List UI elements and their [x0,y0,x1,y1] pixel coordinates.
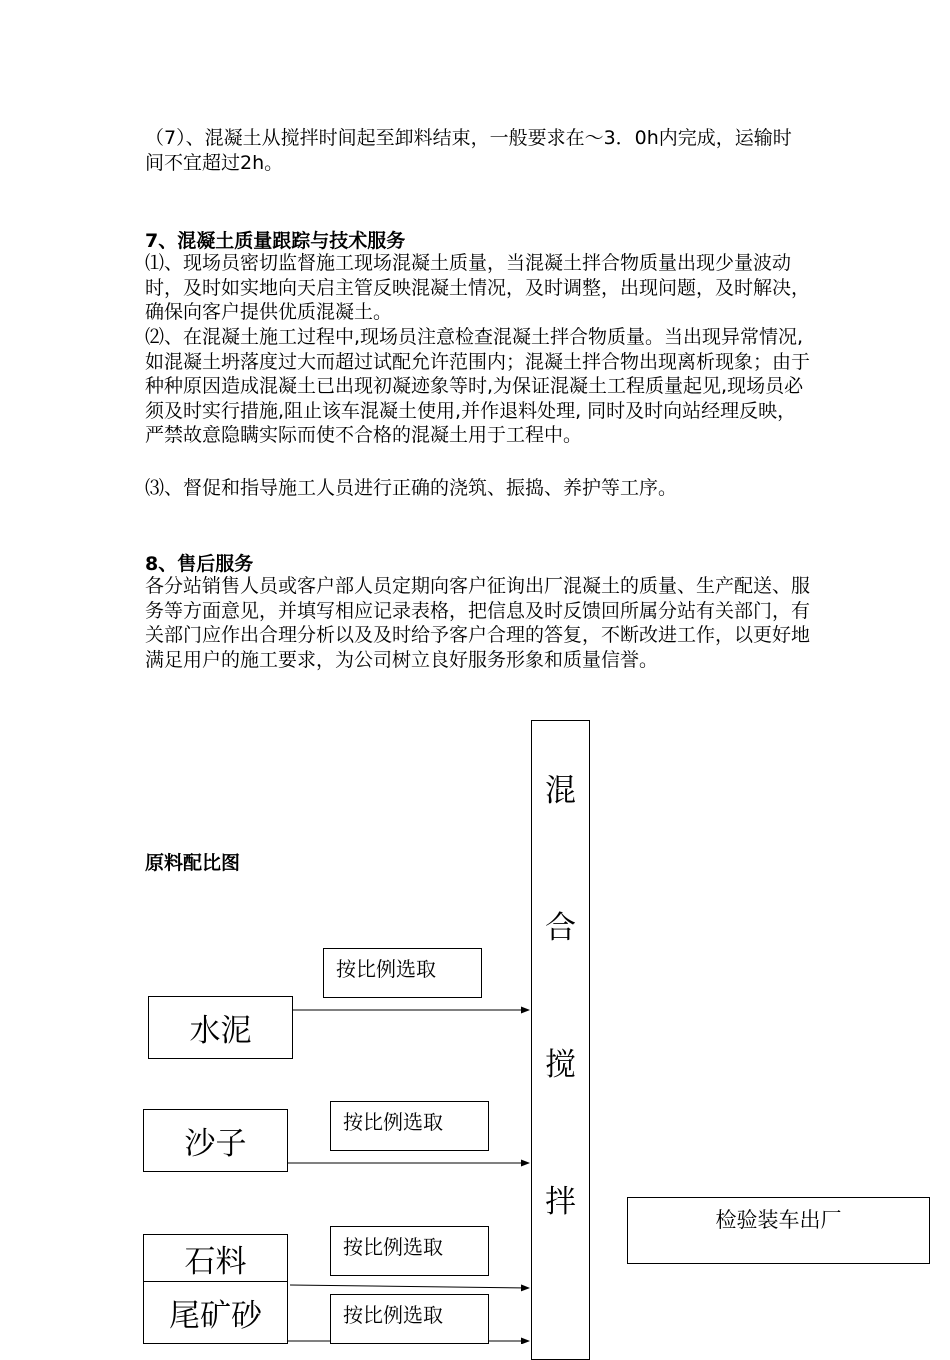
select-label-box-1: 按比例选取 [323,948,482,998]
section7-title: 7、混凝土质量跟踪与技术服务 [145,230,406,252]
material-stone: 石料 [143,1234,288,1282]
section7-para3: ⑶、督促和指导施工人员进行正确的浇筑、振捣、养护等工序。 [145,477,678,499]
section7-para1: ⑴、现场员密切监督施工现场混凝土质量，当混凝土拌合物质量出现少量波动时，及时如实地向天启主管反映混凝土情况，及时调整，出现问题，及时解决，确保向客户提供优质混凝土。 [145,252,811,323]
mixing-box [531,720,590,1360]
mixer-char-4: 拌 [545,1184,576,1220]
arrow-stone [290,1285,529,1288]
mixer-char-1: 混 [545,773,576,809]
material-sand: 沙子 [143,1109,288,1172]
section8-para1: 各分站销售人员或客户部人员定期向客户征询出厂混凝土的质量、生产配送、服务等方面意见，并填写相应记录表格，把信息及时反馈回所属分站有关部门，有关部门应作出合理分析以及及时给予客户合理的答复，不断改进工作，以更好地满足用户的施工要求，为公司树立良好服务形象和质量信誉。 [145,575,811,671]
section7-para2: ⑵、在混凝土施工过程中,现场员注意检查混凝土拌合物质量。当出现异常情况,如混凝土坍落度过大而超过试配允许范围内；混凝土拌合物出现离析现象；由于种种原因造成混凝土已出现初凝迹象等时,为保证混凝土工程质量起见,现场员必须及时实行措施,阻止该车混凝土使用,并作退料处理, 同时及时向站经理反映，严禁故意隐瞒实际而使不合格的混凝土用于工程中。 [145,326,811,446]
mixer-char-3: 搅 [545,1047,576,1083]
material-tailing-sand: 尾矿砂 [143,1281,288,1344]
select-label-box-4: 按比例选取 [330,1294,489,1344]
material-cement: 水泥 [148,996,293,1059]
inspection-dispatch-box: 检验装车出厂 [627,1197,930,1264]
mixer-char-2: 合 [545,910,576,946]
diagram-title: 原料配比图 [145,852,241,874]
select-label-box-2: 按比例选取 [330,1101,489,1151]
section8-title: 8、售后服务 [145,553,254,575]
select-label-box-3: 按比例选取 [330,1226,489,1276]
section6-item7: （7）、混凝土从搅拌时间起至卸料结束，一般要求在～3．0h内完成，运输时间不宜超过2h。 [145,127,792,174]
